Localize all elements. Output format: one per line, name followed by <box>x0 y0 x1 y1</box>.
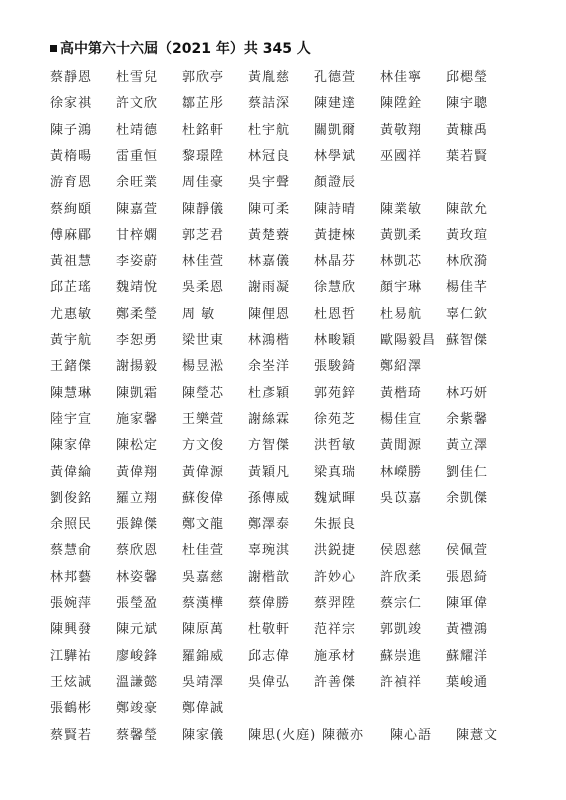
student-name: 陳薇亦 <box>322 727 365 743</box>
student-name: 王炫誠 <box>50 674 93 690</box>
student-name: 魏靖悅 <box>116 280 159 296</box>
student-name: 鄭紹澤 <box>380 359 423 375</box>
student-name: 余旺業 <box>116 175 159 191</box>
student-name: 黃楷琦 <box>380 385 423 401</box>
student-name: 謝雨凝 <box>248 280 291 296</box>
student-name: 陳凱霜 <box>116 385 159 401</box>
name-row <box>0 592 566 616</box>
student-name: 李恕勇 <box>116 333 159 348</box>
student-name: 楊佳宣 <box>380 411 423 427</box>
student-name: 邱志偉 <box>248 648 291 664</box>
student-name: 陳可柔 <box>248 201 291 217</box>
student-name: 陳建達 <box>314 96 357 112</box>
student-name: 林欣漪 <box>446 254 489 270</box>
student-name: 黃楚藔 <box>248 227 291 243</box>
student-name: 楊昱淞 <box>182 359 225 375</box>
student-name: 葉峻通 <box>446 674 489 690</box>
name-row <box>0 66 566 90</box>
student-name: 洪哲敏 <box>314 438 357 454</box>
student-name: 范祥宗 <box>314 622 357 638</box>
student-name: 鄭偉誠 <box>182 701 225 717</box>
student-name: 陳瑩芯 <box>182 385 225 401</box>
student-name: 林冠良 <box>248 148 291 164</box>
student-name: 陳嘉萱 <box>116 201 159 217</box>
student-name: 杜佳萱 <box>182 543 225 559</box>
student-name: 郭苑鋅 <box>314 385 357 401</box>
student-name: 甘梓嫻 <box>116 227 159 243</box>
student-name: 鄭柔瑩 <box>116 306 159 322</box>
student-name: 巫國祥 <box>380 148 423 164</box>
student-name: 蔡偉勝 <box>248 596 291 611</box>
student-name: 蘇耀洋 <box>446 648 489 664</box>
student-name: 陳歆允 <box>446 201 489 217</box>
student-name: 游育恩 <box>50 175 93 191</box>
student-name: 林姿馨 <box>116 569 159 585</box>
student-name: 羅立翔 <box>116 490 159 506</box>
student-name: 蔡漢樺 <box>182 596 225 611</box>
student-name: 鄒芷彤 <box>182 96 225 112</box>
student-name: 黃閒源 <box>380 438 423 454</box>
student-name: 蔡絢頤 <box>50 201 93 217</box>
student-name: 黃祖慧 <box>50 254 93 270</box>
student-name: 林巧妍 <box>446 385 489 401</box>
student-name: 吳靖澤 <box>182 674 225 690</box>
student-name: 林畯穎 <box>314 333 357 348</box>
student-name: 吳嘉慈 <box>182 569 225 585</box>
student-name: 黃宇航 <box>50 333 93 348</box>
student-name: 黃胤慈 <box>248 70 291 85</box>
student-name: 張恩綺 <box>446 569 489 585</box>
student-name: 黃捷棶 <box>314 227 357 243</box>
student-name: 葉若賢 <box>446 148 489 164</box>
student-name: 張鍏傑 <box>116 517 159 533</box>
name-row <box>0 276 566 300</box>
student-name: 許善傑 <box>314 674 357 690</box>
name-row <box>0 145 566 169</box>
student-name: 蘇崇進 <box>380 648 423 664</box>
student-name: 陳原萬 <box>182 622 225 638</box>
student-name: 梁世東 <box>182 333 225 348</box>
student-name: 許文欣 <box>116 96 159 112</box>
student-name: 王樂萱 <box>182 411 225 427</box>
student-name: 陳薏文 <box>456 727 499 743</box>
student-name: 黃穎凡 <box>248 464 291 480</box>
student-name: 劉俊銘 <box>50 490 93 506</box>
student-name: 鄭竣豪 <box>116 701 159 717</box>
student-name: 朱振良 <box>314 517 357 533</box>
student-name: 梁真瑞 <box>314 464 357 480</box>
student-name: 張瑩盈 <box>116 596 159 611</box>
student-name: 侯恩慈 <box>380 543 423 559</box>
student-name: 林凱芯 <box>380 254 423 270</box>
name-row <box>0 566 566 590</box>
student-name: 余照民 <box>50 517 93 533</box>
name-row <box>0 250 566 274</box>
student-name: 許欣柔 <box>380 569 423 585</box>
student-name: 陳俚恩 <box>248 306 291 322</box>
student-name: 陳家儀 <box>182 727 225 743</box>
student-name: 張婉萍 <box>50 596 93 611</box>
student-name: 方智傑 <box>248 438 291 454</box>
name-row <box>0 645 566 669</box>
student-name: 張鶴彬 <box>50 701 93 717</box>
student-name: 蔡羿陞 <box>314 596 357 611</box>
student-name: 陳元斌 <box>116 622 159 638</box>
student-name: 蘇俊偉 <box>182 490 225 506</box>
student-name: 蔡賢若 <box>50 727 93 743</box>
student-name: 吳柔恩 <box>182 280 225 296</box>
student-name: 謝楷歆 <box>248 569 291 585</box>
student-name: 孔德萱 <box>314 70 357 85</box>
student-name: 楊佳芊 <box>446 280 489 296</box>
student-name: 黃玫瑄 <box>446 227 489 243</box>
name-row <box>0 513 566 537</box>
student-name: 辜琬淇 <box>248 543 291 559</box>
name-row <box>0 198 566 222</box>
student-name: 林佳寧 <box>380 70 423 85</box>
student-name: 吳宇聲 <box>248 175 291 191</box>
name-row <box>0 119 566 143</box>
student-name: 周佳豪 <box>182 175 225 191</box>
student-name: 施家馨 <box>116 411 159 427</box>
name-row <box>0 408 566 432</box>
name-row <box>0 303 566 327</box>
student-name: 陳松定 <box>116 438 159 454</box>
student-name: 雷重恒 <box>116 148 159 164</box>
student-name: 顏宇琳 <box>380 280 423 296</box>
name-row <box>0 382 566 406</box>
name-row <box>0 224 566 248</box>
class-heading <box>50 38 311 58</box>
student-name: 林佳萱 <box>182 254 225 270</box>
name-row <box>0 434 566 458</box>
student-name: 陳子鴻 <box>50 122 93 138</box>
student-name: 杜銘軒 <box>182 122 225 138</box>
student-name: 邱芷瑤 <box>50 280 93 296</box>
student-name: 尤惠敏 <box>50 306 93 322</box>
student-name: 陳慧琳 <box>50 385 93 401</box>
student-name: 林嘉儀 <box>248 254 291 270</box>
name-row <box>0 329 566 353</box>
student-name: 陳心語 <box>390 727 433 743</box>
student-name: 黎璟陞 <box>182 148 225 164</box>
name-row <box>0 618 566 642</box>
student-name: 劉佳仁 <box>446 464 489 480</box>
name-row <box>0 461 566 485</box>
student-name: 侯佩萱 <box>446 543 489 559</box>
student-name: 杜靖德 <box>116 122 159 138</box>
student-name: 周 敏 <box>182 306 216 322</box>
name-row <box>0 171 566 195</box>
name-row <box>0 724 566 748</box>
student-name: 杜易航 <box>380 306 423 322</box>
student-name: 王鍺傑 <box>50 359 93 375</box>
student-name: 杜彥穎 <box>248 385 291 401</box>
student-name: 蔡宗仁 <box>380 596 423 611</box>
student-name: 林學斌 <box>314 148 357 164</box>
name-row <box>0 355 566 379</box>
student-name: 魏斌暉 <box>314 490 357 506</box>
student-name: 辜仁欽 <box>446 306 489 322</box>
student-name: 徐慧欣 <box>314 280 357 296</box>
student-name: 黃禮鴻 <box>446 622 489 638</box>
name-row <box>0 697 566 721</box>
student-name: 施承材 <box>314 648 357 664</box>
student-name: 余峑洋 <box>248 359 291 375</box>
student-name: 蔡慧俞 <box>50 543 93 559</box>
student-name: 洪鋭捷 <box>314 543 357 559</box>
student-name: 陳軍偉 <box>446 596 489 611</box>
student-name: 黃偉綸 <box>50 464 93 480</box>
square-bullet-icon <box>50 45 57 52</box>
student-name: 孫傳威 <box>248 490 291 506</box>
student-name: 許妙心 <box>314 569 357 585</box>
student-name: 陳家偉 <box>50 438 93 454</box>
student-name: 余紫馨 <box>446 411 489 427</box>
student-name: 黃楕暘 <box>50 148 93 164</box>
student-name: 吳苡嘉 <box>380 490 423 506</box>
name-row <box>0 92 566 116</box>
student-name: 鄭文龍 <box>182 517 225 533</box>
student-name: 蔡欣恩 <box>116 543 159 559</box>
student-name: 陳靜儀 <box>182 201 225 217</box>
student-name: 黃偉源 <box>182 464 225 480</box>
student-name: 顏證辰 <box>314 175 357 191</box>
class-heading-text: 高中第六十六屆（2021 年）共 345 人 <box>60 41 311 57</box>
student-name: 杜敬軒 <box>248 622 291 638</box>
student-name: 蔡靜恩 <box>50 70 93 85</box>
student-name: 陳陞銓 <box>380 96 423 112</box>
student-name: 徐苑芝 <box>314 411 357 427</box>
name-row <box>0 671 566 695</box>
student-name: 陳思(火庭) <box>248 727 317 743</box>
student-name: 杜恩哲 <box>314 306 357 322</box>
name-row <box>0 539 566 563</box>
student-name: 傅麻郿 <box>50 227 93 243</box>
student-name: 陳詩晴 <box>314 201 357 217</box>
student-name: 陳宇聰 <box>446 96 489 112</box>
student-name: 杜宇航 <box>248 122 291 138</box>
student-name: 黃糠禹 <box>446 122 489 138</box>
student-name: 黃偉翔 <box>116 464 159 480</box>
student-name: 林鴻楷 <box>248 333 291 348</box>
student-name: 林嶸勝 <box>380 464 423 480</box>
student-name: 蘇智傑 <box>446 333 489 348</box>
student-name: 陳業敏 <box>380 201 423 217</box>
name-row <box>0 487 566 511</box>
student-name: 黃立澤 <box>446 438 489 454</box>
student-name: 謝揚毅 <box>116 359 159 375</box>
student-name: 邱楒瑩 <box>446 70 489 85</box>
student-name: 羅錦威 <box>182 648 225 664</box>
student-name: 鄭澤泰 <box>248 517 291 533</box>
student-name: 江驊祐 <box>50 648 93 664</box>
student-name: 林晶芬 <box>314 254 357 270</box>
student-name: 關凱爾 <box>314 122 357 138</box>
student-name: 方文俊 <box>182 438 225 454</box>
student-name: 蔡馨瑩 <box>116 727 159 743</box>
student-name: 杜雪兒 <box>116 70 159 85</box>
student-name: 謝絲霖 <box>248 411 291 427</box>
student-name: 李姿蔚 <box>116 254 159 270</box>
student-name: 吳偉弘 <box>248 674 291 690</box>
student-name: 余凱傑 <box>446 490 489 506</box>
student-name: 陳興發 <box>50 622 93 638</box>
student-name: 廖峻鋒 <box>116 648 159 664</box>
student-name: 蔡詰深 <box>248 96 291 112</box>
student-name: 黃凱柔 <box>380 227 423 243</box>
student-name: 歐陽毅昌 <box>380 333 437 348</box>
student-name: 溫謙懿 <box>116 674 159 690</box>
student-name: 陸宇宣 <box>50 411 93 427</box>
student-name: 張駿錡 <box>314 359 357 375</box>
student-name: 許禎祥 <box>380 674 423 690</box>
student-name: 林邦藝 <box>50 569 93 585</box>
student-name: 郭凱竣 <box>380 622 423 638</box>
student-name: 徐家祺 <box>50 96 93 112</box>
student-name: 郭芝君 <box>182 227 225 243</box>
student-name: 郭欣亭 <box>182 70 225 85</box>
student-name: 黃敬翔 <box>380 122 423 138</box>
